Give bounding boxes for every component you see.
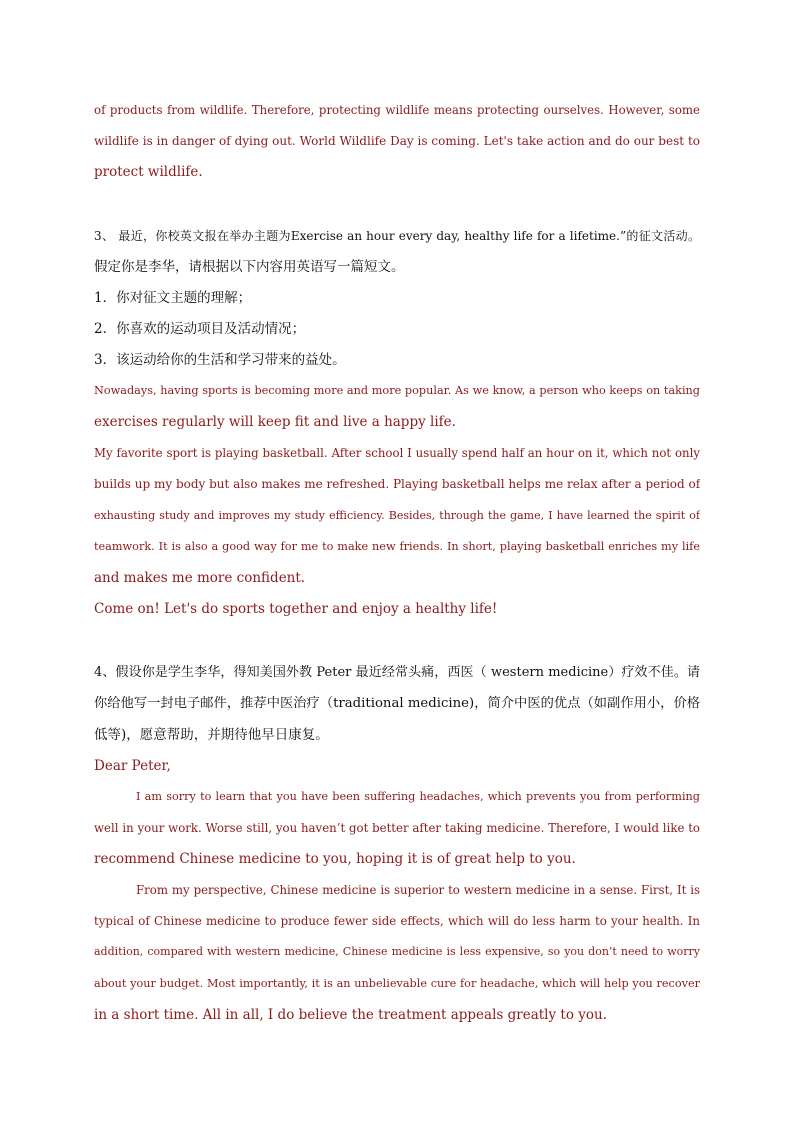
answer-4-line: From my perspective, Chinese medicine is superior to western medicine in a sense. First, It is (136, 883, 700, 897)
answer-3-line: My favorite sport is playing basketball. After school I usually spend half an hour on it, which not only (94, 446, 700, 460)
answer-3-line: exercises regularly will keep fit and live a happy life. (94, 414, 456, 430)
answer-4-line: well in your work. Worse still, you haven’t got better after taking medicine. Therefore, I would like to (94, 821, 700, 835)
question-3-point: 3．该运动给你的生活和学习带来的益处。 (94, 352, 346, 368)
paragraph-line: protect wildlife. (94, 164, 203, 180)
question-3-point: 2．你喜欢的运动项目及活动情况； (94, 321, 306, 337)
question-3-prompt: 假定你是李华，请根据以下内容用英语写一篇短文。 (94, 259, 405, 275)
question-4-prompt: 低等)，愿意帮助，并期待他早日康复。 (94, 727, 329, 743)
answer-3-line: builds up my body but also makes me refreshed. Playing basketball helps me relax after a period of (94, 477, 700, 491)
answer-4-line: about your budget. Most importantly, it is an unbelievable cure for headache, which will help you recover (94, 977, 700, 990)
answer-3-line: teamwork. It is also a good way for me to make new friends. In short, playing basketball enriches my life (94, 540, 700, 553)
answer-4-line: I am sorry to learn that you have been suffering headaches, which prevents you from performing (136, 790, 700, 803)
answer-3-line: and makes me more confident. (94, 570, 306, 586)
question-3-prompt: 3、 最近，你校英文报在举办主题为Exercise an hour every day, healthy life for a lifetime.”的征文活动。 (94, 229, 700, 243)
answer-4-line: in a short time. All in all, I do believe the treatment appeals greatly to you. (94, 1007, 607, 1023)
answer-3-line: Come on! Let's do sports together and enjoy a healthy life! (94, 601, 498, 617)
answer-4-line: addition, compared with western medicine, Chinese medicine is less expensive, so you don’t need to worry (94, 945, 700, 958)
answer-4-line: typical of Chinese medicine to produce fewer side effects, which will do less harm to your health. In (94, 914, 700, 928)
paragraph-line: of products from wildlife. Therefore, protecting wildlife means protecting ourselves. However, some (94, 103, 700, 117)
question-4-prompt: 你给他写一封电子邮件，推荐中医治疗（traditional medicine)，简介中医的优点（如副作用小，价格 (94, 696, 700, 711)
answer-3-line: Nowadays, having sports is becoming more and more popular. As we know, a person who keeps on taking (94, 384, 700, 397)
answer-4-line: recommend Chinese medicine to you, hoping it is of great help to you. (94, 851, 576, 867)
question-4-prompt: 4、假设你是学生李华，得知美国外教 Peter 最近经常头痛，西医（ western medicine）疗效不佳。请 (94, 665, 700, 680)
answer-3-line: exhausting study and improves my study efficiency. Besides, through the game, I have learned the spirit of (94, 509, 700, 522)
question-3-point: 1．你对征文主题的理解； (94, 290, 252, 306)
paragraph-line: wildlife is in danger of dying out. World Wildlife Day is coming. Let's take action and do our best to (94, 134, 700, 148)
letter-salutation: Dear Peter, (94, 758, 171, 774)
